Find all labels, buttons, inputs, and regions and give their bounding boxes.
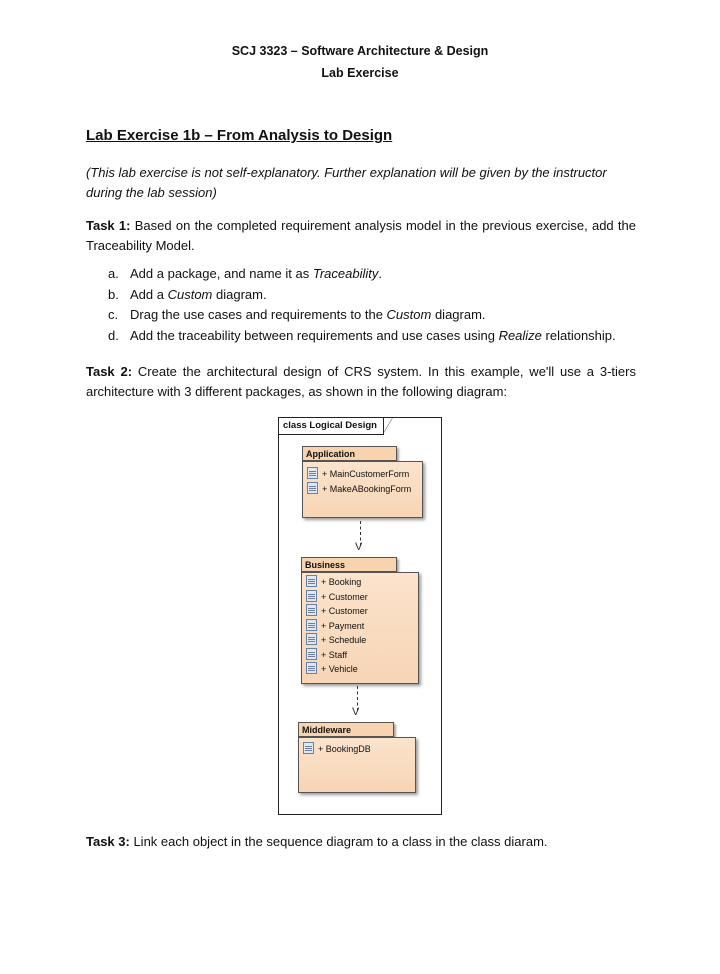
step-emphasis: Custom (386, 307, 432, 322)
middleware-package-tab: Middleware (298, 722, 394, 737)
instructor-note: (This lab exercise is not self-explanatory. Further explanation will be given by the instructor during the lab session) (86, 165, 607, 200)
task2-paragraph (86, 362, 636, 402)
page-title: Lab Exercise 1b – From Analysis to Design (86, 127, 393, 144)
step-text: Add a (130, 286, 168, 302)
list-item (307, 467, 409, 482)
step-text-end: relationship. (541, 327, 616, 343)
list-item (307, 482, 411, 497)
class-name: + Booking (321, 577, 362, 587)
list-item (306, 590, 368, 605)
class-icon (306, 604, 317, 616)
list-item (306, 662, 358, 677)
business-package-tab: Business (301, 557, 397, 572)
class-name: + BookingDB (318, 744, 371, 754)
application-package-tab: Application (302, 446, 397, 461)
step-text-end: diagram. (212, 286, 267, 302)
step-letter: d. (108, 327, 119, 343)
class-name: + Customer (321, 591, 368, 602)
step-letter: a. (108, 266, 119, 281)
business-package (301, 572, 419, 684)
list-item (306, 648, 347, 663)
task1-paragraph (86, 216, 636, 256)
step-text: Add the traceability between requirements and use cases using (130, 327, 499, 343)
class-icon (307, 482, 318, 494)
step-letter: b. (108, 286, 119, 302)
task3-paragraph (86, 832, 636, 852)
step-text-end: diagram. (431, 307, 486, 322)
document-subtitle: Lab Exercise (321, 66, 399, 80)
middleware-package (298, 737, 416, 793)
task3-label: Task 3: (86, 834, 130, 849)
list-item (306, 619, 364, 634)
application-package (302, 461, 423, 518)
step-emphasis: Traceability (312, 266, 379, 281)
list-item (306, 575, 361, 590)
list-item (108, 326, 616, 347)
class-name: + Vehicle (321, 664, 358, 674)
task1-label: Task 1: (86, 218, 131, 233)
step-text-end: . (378, 266, 382, 281)
class-name: + MakeABookingForm (322, 483, 412, 494)
class-icon (306, 590, 317, 602)
diagram-frame-label: class Logical Design (279, 418, 384, 435)
dependency-arrow-icon: V (352, 706, 360, 718)
list-item (303, 742, 371, 757)
task3-text: Link each object in the sequence diagram to a class in the class diaram. (129, 834, 548, 849)
task2-text: Create the architectural design of CRS system. In this example, we'll use a 3-tiers architecture with 3 different packages, as shown in the following diagram: (86, 364, 636, 399)
class-name: + Payment (321, 620, 365, 631)
step-text: Drag the use cases and requirements to the (130, 307, 387, 322)
class-icon (303, 742, 314, 754)
list-item (108, 264, 616, 285)
step-emphasis: Custom (167, 286, 213, 302)
class-name: + Customer (321, 606, 368, 616)
step-text: Add a package, and name it as (130, 266, 313, 281)
step-emphasis: Realize (498, 327, 542, 343)
class-name: + MainCustomerForm (322, 469, 410, 479)
list-item (306, 604, 368, 619)
class-icon (306, 662, 317, 674)
list-item (108, 305, 616, 326)
class-name: + Schedule (321, 635, 367, 645)
class-icon (306, 619, 317, 631)
class-icon (307, 467, 318, 479)
task1-text: Based on the completed requirement analysis model in the previous exercise, add the Traceability Model. (86, 218, 636, 253)
class-icon (306, 575, 317, 587)
class-icon (306, 633, 317, 645)
step-letter: c. (108, 307, 119, 322)
class-name: + Staff (321, 649, 348, 660)
task2-label: Task 2: (86, 364, 133, 379)
list-item (108, 285, 616, 306)
task1-steps (108, 264, 616, 346)
dependency-arrow-icon: V (355, 541, 363, 553)
class-icon (306, 648, 317, 660)
list-item (306, 633, 366, 648)
logical-design-diagram (278, 417, 442, 815)
course-title: SCJ 3323 – Software Architecture & Design (231, 44, 489, 58)
